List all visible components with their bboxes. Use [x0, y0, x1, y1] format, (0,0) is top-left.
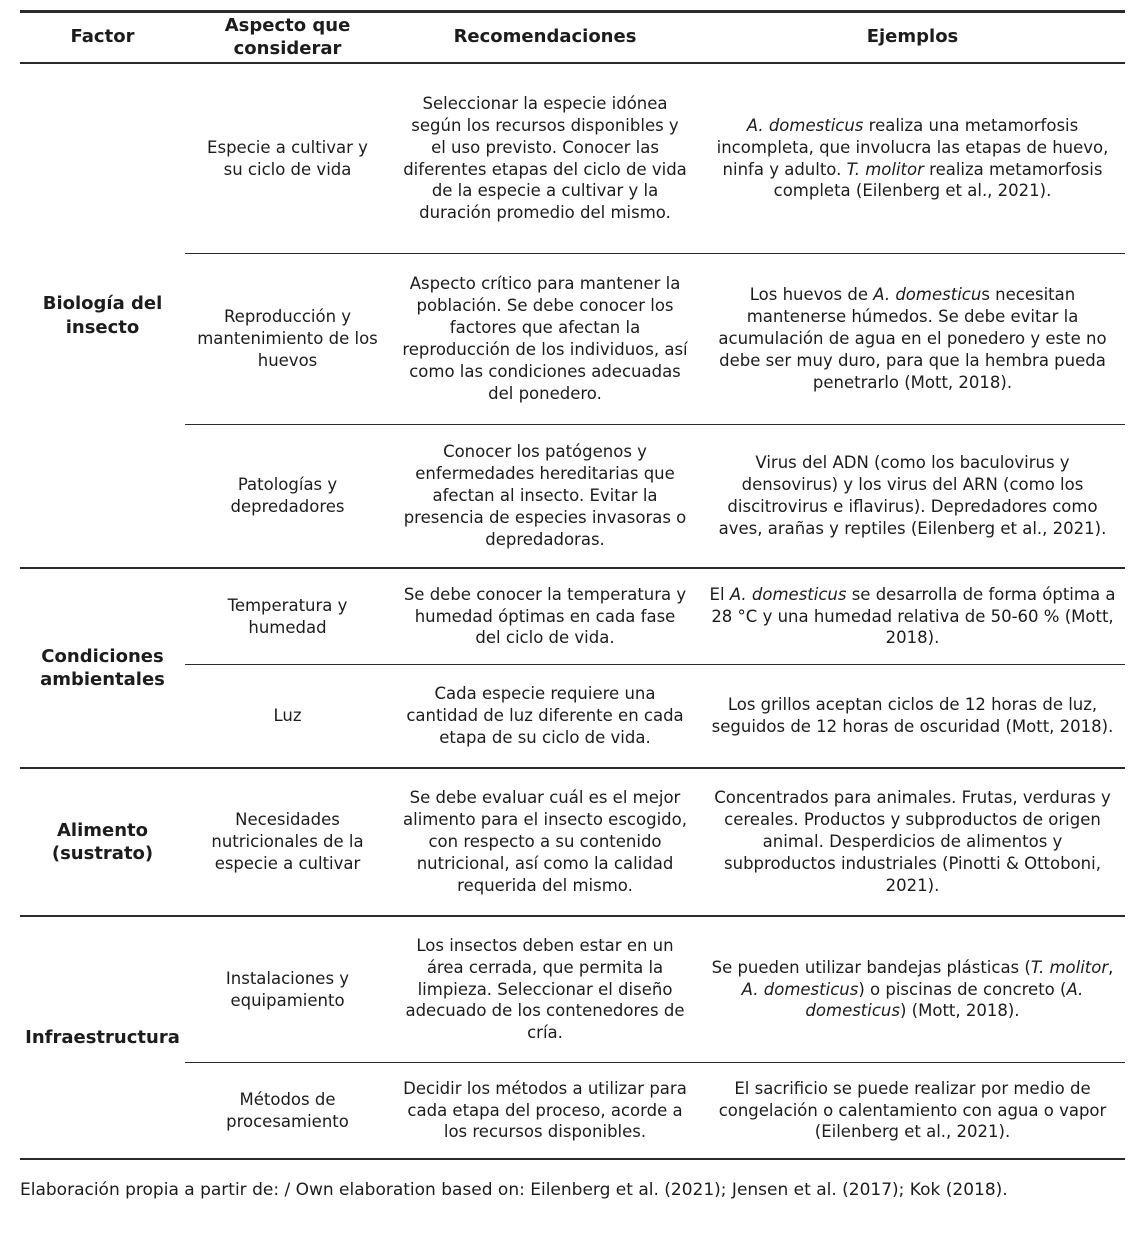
recomendaciones-text: Cada especie requiere una cantidad de luz diferente en cada etapa de su ciclo de vida.	[406, 684, 684, 747]
ejemplos-cell	[700, 769, 1125, 915]
table-row	[185, 769, 1125, 915]
column-header-factor: Factor	[70, 26, 135, 48]
recomendaciones-cell	[390, 254, 700, 424]
ejemplos-cell	[700, 665, 1125, 767]
column-header-aspecto: Aspecto que considerar	[224, 15, 351, 59]
recomendaciones-text: Se debe conocer la temperatura y humedad óptimas en cada fase del ciclo de vida.	[403, 584, 687, 648]
aspecto-cell	[185, 665, 390, 767]
aspecto-cell	[185, 425, 390, 567]
section-rows	[185, 64, 1125, 567]
recomendaciones-cell	[390, 569, 700, 664]
aspecto-cell	[185, 917, 390, 1062]
ejemplos-text: A. domesticus realiza una metamorfosis incompleta, que involucra las etapas de huevo, ninfa y adulto. T. molitor realiza metamorfosis completa (Eilenberg et al., 2021).	[716, 115, 1109, 201]
recomendaciones-cell	[390, 917, 700, 1062]
table-row	[185, 64, 1125, 253]
recomendaciones-text: Seleccionar la especie idónea según los recursos disponibles y el uso previsto. Conocer las diferentes etapas del ciclo de vida de la especie a cultivar y la duración promedio del mismo.	[403, 93, 687, 223]
section-biologia-del-insecto	[20, 64, 1125, 567]
factor-label: Alimento (sustrato)	[51, 819, 154, 864]
ejemplos-text: Los huevos de A. domesticus necesitan mantenerse húmedos. Se debe evitar la acumulación de agua en el ponedero y este no debe ser muy duro, para que la hembra pueda penetrarlo (Mott, 2018).	[718, 285, 1107, 392]
ejemplos-cell	[700, 1063, 1125, 1158]
aspecto-cell	[185, 569, 390, 664]
recomendaciones-text: Aspecto crítico para mantener la población. Se debe conocer los factores que afectan la reproducción de los individuos, así como las condiciones adecuadas del ponedero.	[402, 274, 688, 403]
aspecto-text: Instalaciones y equipamiento	[225, 968, 350, 1010]
factor-cell	[20, 569, 185, 767]
recomendaciones-cell	[390, 665, 700, 767]
ejemplos-cell	[700, 917, 1125, 1062]
recomendaciones-cell	[390, 769, 700, 915]
section-rows	[185, 569, 1125, 767]
factor-cell	[20, 64, 185, 567]
table-row	[185, 1062, 1125, 1158]
section-rows	[185, 769, 1125, 915]
table-row	[185, 917, 1125, 1062]
factor-label: Condiciones ambientales	[40, 645, 165, 690]
section-rows	[185, 917, 1125, 1158]
table-row	[185, 253, 1125, 424]
table-row	[185, 569, 1125, 664]
factor-cell	[20, 769, 185, 915]
aspecto-text: Especie a cultivar y su ciclo de vida	[207, 137, 368, 179]
ejemplos-cell	[700, 569, 1125, 664]
section-alimento-sustrato	[20, 767, 1125, 915]
aspecto-text: Temperatura y humedad	[227, 595, 348, 637]
recomendaciones-cell	[390, 1063, 700, 1158]
column-header-recomendaciones: Recomendaciones	[453, 26, 637, 48]
aspecto-text: Reproducción y mantenimiento de los huevos	[197, 307, 378, 370]
recomendaciones-text: Se debe evaluar cuál es el mejor alimento para el insecto escogido, con respecto a su contenido nutricional, así como la calidad requerida del mismo.	[403, 788, 687, 895]
recomendaciones-text: Los insectos deben estar en un área cerrada, que permita la limpieza. Seleccionar el diseño adecuado de los contenedores de cría.	[405, 935, 685, 1043]
ejemplos-text: Los grillos aceptan ciclos de 12 horas de luz, seguidos de 12 horas de oscuridad (Mott, 2018).	[711, 695, 1114, 736]
ejemplos-text: El sacrificio se puede realizar por medio de congelación o calentamiento con agua o vapor (Eilenberg et al., 2021).	[718, 1078, 1107, 1142]
recomendaciones-cell	[390, 425, 700, 567]
ejemplos-text: Se pueden utilizar bandejas plásticas (T. molitor, A. domesticus) o piscinas de concreto (A. domesticus) (Mott, 2018).	[711, 957, 1114, 1021]
section-infraestructura	[20, 915, 1125, 1158]
table-row	[185, 424, 1125, 567]
aspecto-cell	[185, 64, 390, 253]
recomendaciones-text: Decidir los métodos a utilizar para cada etapa del proceso, acorde a los recursos disponibles.	[403, 1078, 687, 1142]
factor-label: Infraestructura	[25, 1026, 180, 1048]
ejemplos-text: Concentrados para animales. Frutas, verduras y cereales. Productos y subproductos de origen animal. Desperdicios de alimentos y subproductos industriales (Pinotti & Ottoboni, 2021).	[714, 788, 1111, 895]
aspecto-text: Necesidades nutricionales de la especie a cultivar	[211, 810, 364, 873]
aspecto-text: Luz	[273, 706, 302, 726]
section-condiciones-ambientales	[20, 567, 1125, 767]
ejemplos-text: Virus del ADN (como los baculovirus y densovirus) y los virus del ARN (como los discitrovirus e iflavirus). Depredadores como aves, arañas y reptiles (Eilenberg et al., 2021).	[718, 453, 1107, 538]
aspecto-cell	[185, 254, 390, 424]
factor-label: Biología del insecto	[42, 293, 163, 338]
aspecto-text: Patologías y depredadores	[230, 475, 345, 516]
table-row	[185, 664, 1125, 767]
recomendaciones-cell	[390, 64, 700, 253]
ejemplos-cell	[700, 64, 1125, 253]
ejemplos-cell	[700, 254, 1125, 424]
recomendaciones-text: Conocer los patógenos y enfermedades hereditarias que afectan al insecto. Evitar la presencia de especies invasoras o depredadoras.	[403, 442, 687, 549]
aspecto-cell	[185, 1063, 390, 1158]
insect-farming-factors-table	[20, 10, 1125, 1160]
aspecto-text: Métodos de procesamiento	[226, 1089, 349, 1131]
column-header-ejemplos: Ejemplos	[866, 26, 959, 48]
table-header-row	[20, 13, 1125, 64]
aspecto-cell	[185, 769, 390, 915]
factor-cell	[20, 917, 185, 1158]
ejemplos-cell	[700, 425, 1125, 567]
ejemplos-text: El A. domesticus se desarrolla de forma óptima a 28 °C y una humedad relativa de 50-60 % (Mott, 2018).	[709, 584, 1116, 648]
source-note: Elaboración propia a partir de: / Own elaboration based on: Eilenberg et al. (2021); Jensen et al. (2017); Kok (2018).	[20, 1180, 1008, 1200]
